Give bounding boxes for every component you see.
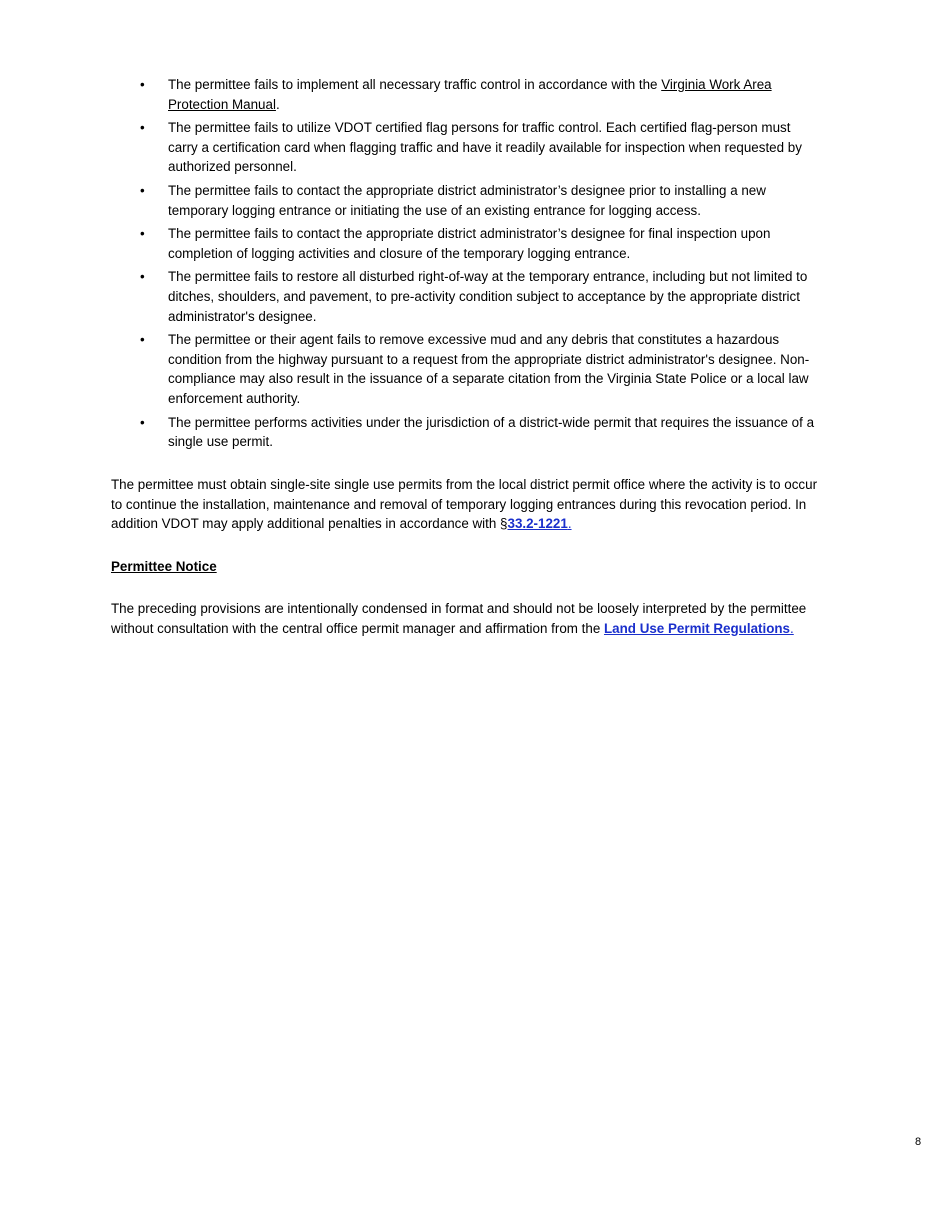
list-item xyxy=(140,75,820,114)
bullet-text: The permittee fails to restore all disturbed right-of-way at the temporary entrance, including but not limited to ditches, shoulders, and pavement, to pre-activity condition subject to acceptance by the appropriate district administrator's designee. xyxy=(168,269,808,324)
permittee-notice-paragraph xyxy=(111,599,821,638)
bullet-text: The permittee fails to contact the appropriate district administrator’s designee for final inspection upon completion of logging activities and closure of the temporary logging entrance. xyxy=(168,226,771,261)
bullet-icon: • xyxy=(140,120,145,136)
notice-text: The preceding provisions are intentionally condensed in format and should not be loosely interpreted by the permittee without consultation with the central office permit manager and affirmation from the xyxy=(111,601,807,636)
bullet-icon: • xyxy=(140,77,145,92)
bullet-text: The permittee or their agent fails to remove excessive mud and any debris that constitutes a hazardous condition from the highway pursuant to a request from the appropriate district administrator's designee. Non-compliance may also result in the issuance of a separate citation from the Virginia State Police or a local law enforcement authority. xyxy=(168,332,810,406)
list-item xyxy=(140,118,820,177)
bullet-icon: • xyxy=(140,414,145,430)
work-area-manual-reference: Virginia Work Area Protection Manual xyxy=(168,77,772,112)
land-use-regulations-link[interactable]: Land Use Permit Regulations xyxy=(603,620,791,636)
revocation-text: The permittee must obtain single-site single use permits from the local district permit office where the activity is to occur to continue the installation, maintenance and removal of temporary logging entrances during this revocation period. In addition VDOT may apply additional penalties in accordance with § xyxy=(111,477,818,532)
list-item xyxy=(140,224,820,263)
bullet-icon: • xyxy=(140,332,145,348)
bullet-icon: • xyxy=(140,269,145,285)
notice-text-end: . xyxy=(790,620,794,636)
bullet-text: The permittee fails to utilize VDOT certified flag persons for traffic control. Each certified flag-person must carry a certification card when flagging traffic and have it readily available for inspection when requested by authorized personnel. xyxy=(168,120,802,175)
list-item xyxy=(140,413,820,452)
bullet-icon: • xyxy=(140,182,145,198)
revocation-text-end: . xyxy=(567,516,572,532)
bullet-text-end: . xyxy=(275,96,280,112)
code-section-link[interactable]: 33.2-1221 xyxy=(507,516,568,532)
bullet-text: The permittee fails to implement all necessary traffic control in accordance with the xyxy=(168,77,662,92)
list-item xyxy=(140,181,820,220)
list-item xyxy=(140,267,820,326)
revocation-paragraph xyxy=(111,475,821,534)
page-number: 8 xyxy=(915,1136,922,1148)
bullet-text: The permittee fails to contact the appropriate district administrator’s designee prior to installing a new temporary logging entrance or initiating the use of an existing entrance for logging access. xyxy=(168,182,766,218)
permittee-notice-heading: Permittee Notice xyxy=(111,559,217,574)
bullet-icon: • xyxy=(140,226,145,242)
violation-bullet-list xyxy=(140,75,820,456)
bullet-text: The permittee performs activities under the jurisdiction of a district-wide permit that requires the issuance of a single use permit. xyxy=(168,414,815,450)
list-item xyxy=(140,330,820,408)
